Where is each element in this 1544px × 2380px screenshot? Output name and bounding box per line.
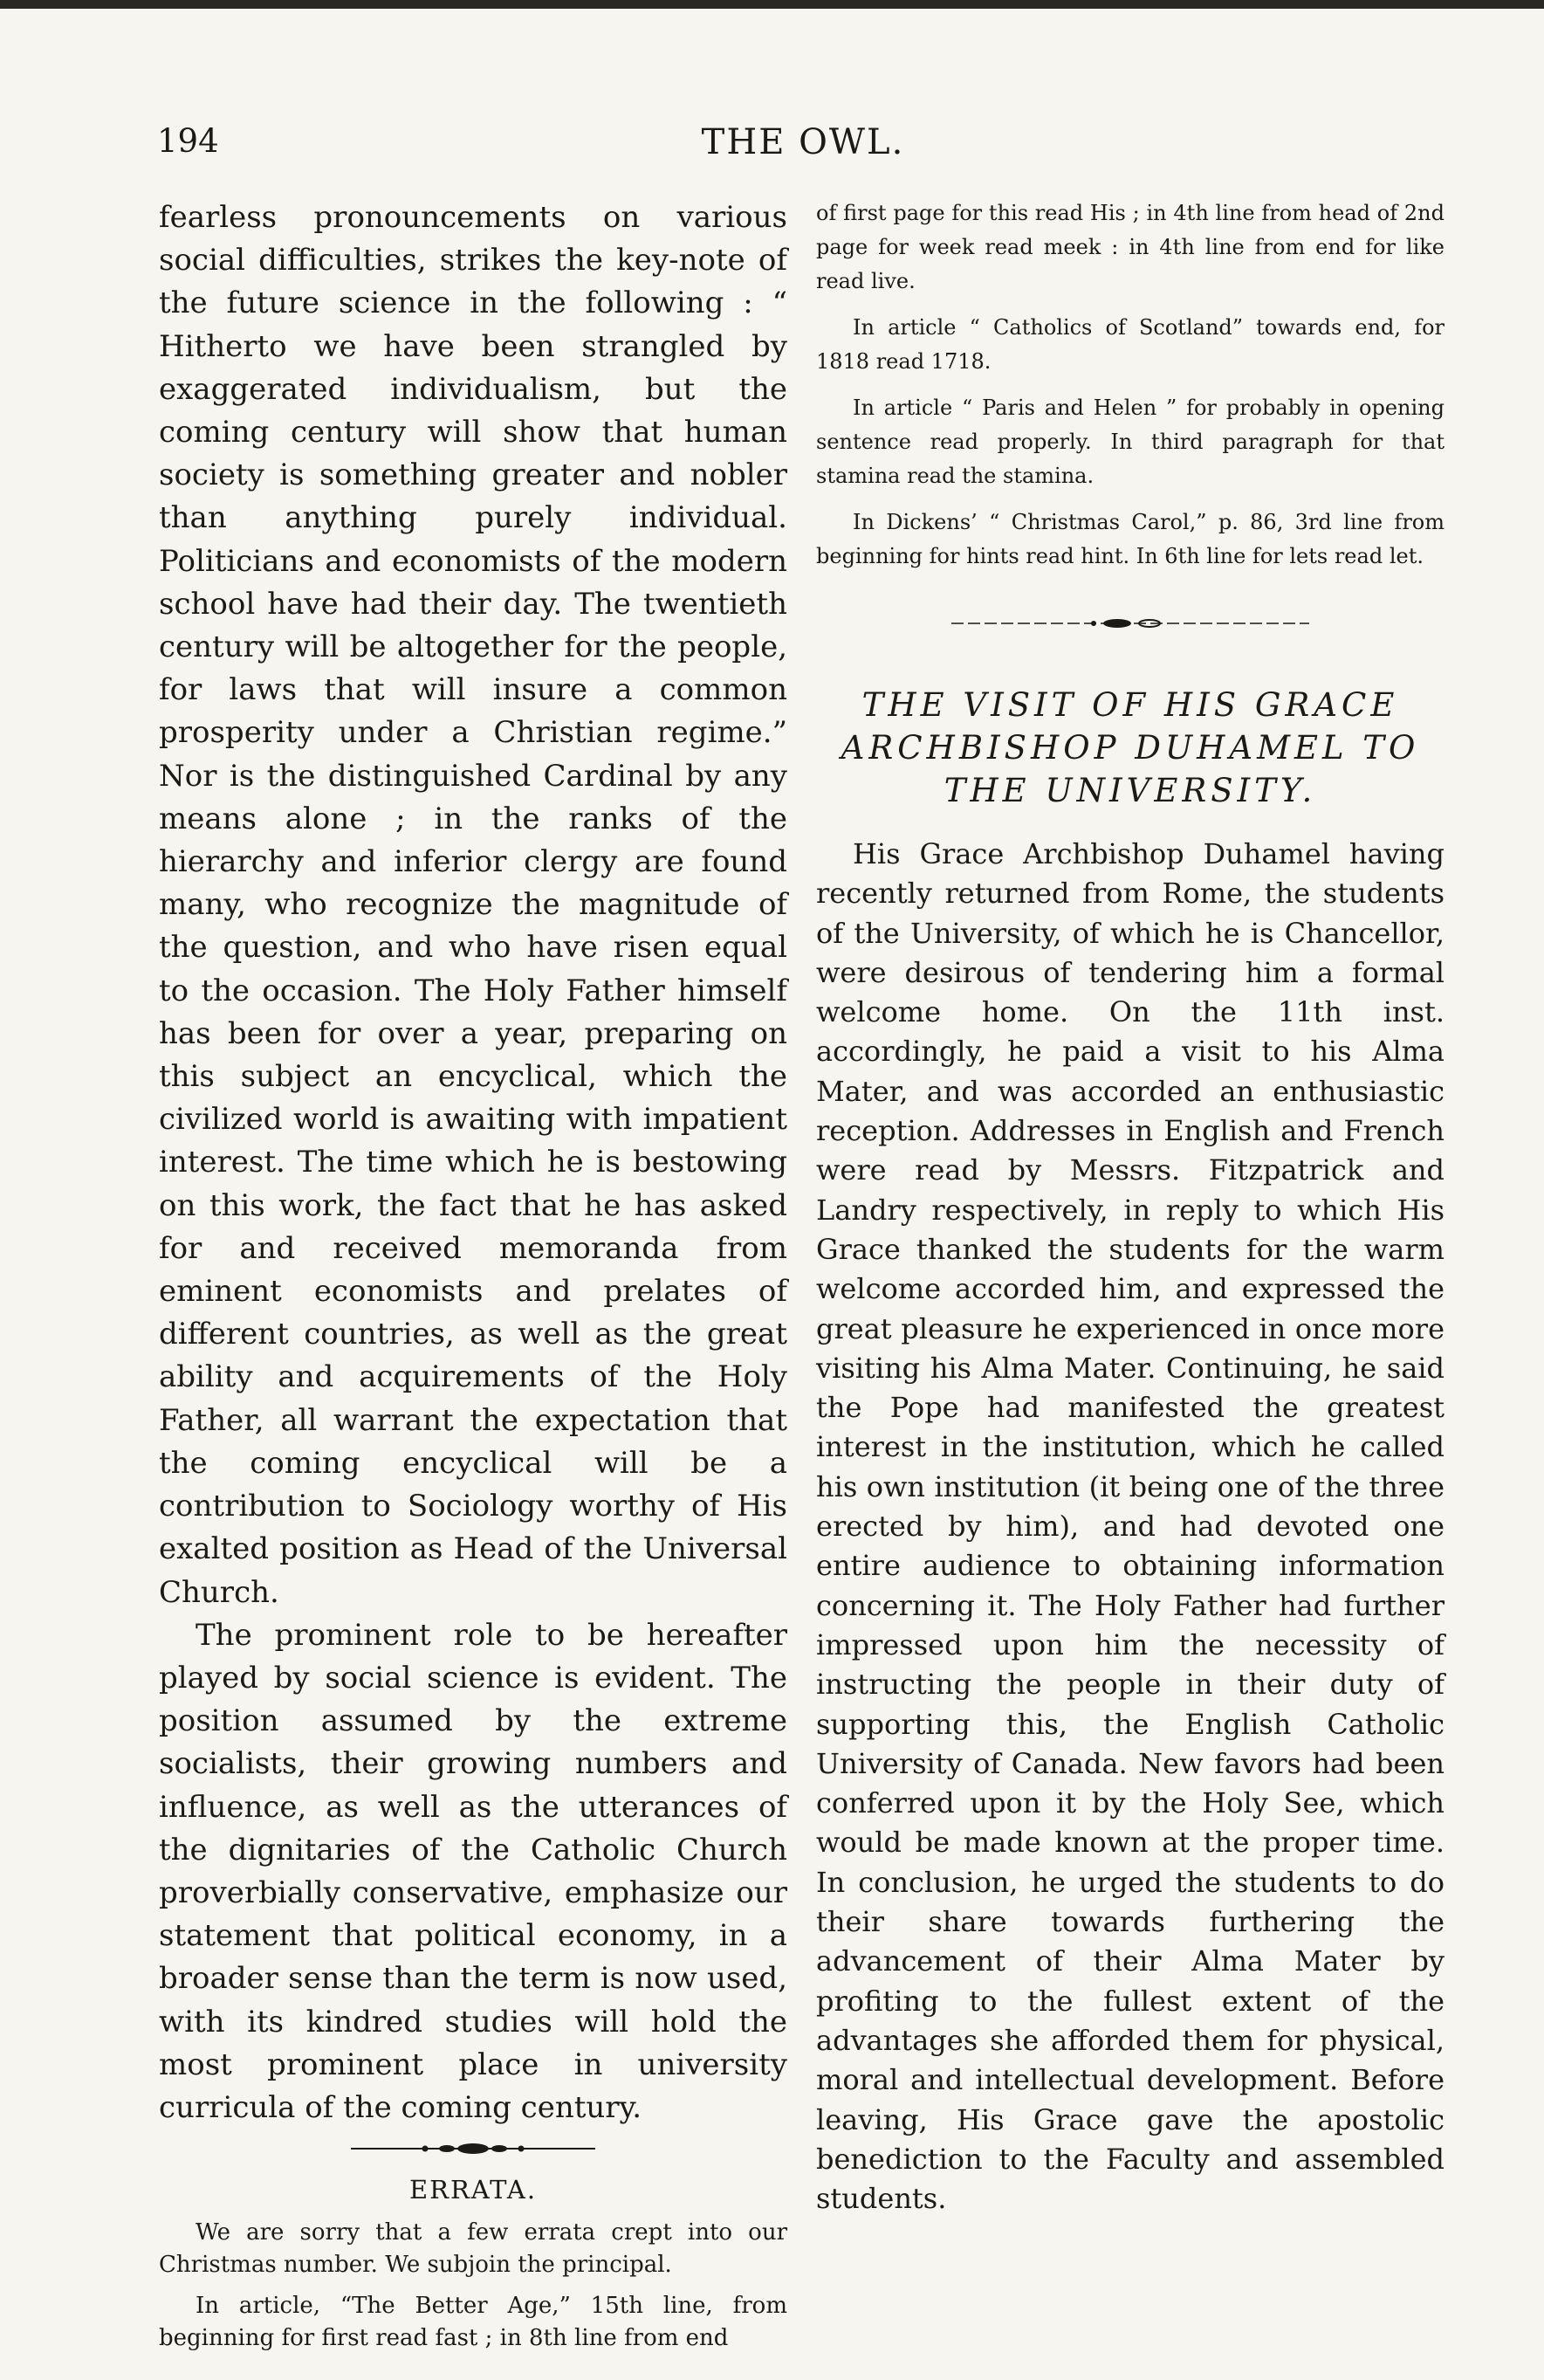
ornament-rule-icon [947, 616, 1314, 631]
journal-title: THE OWL. [701, 122, 905, 162]
article-title-line-3: THE UNIVERSITY. [944, 772, 1317, 809]
errata-scotland: In article “ Catholics of Scotland” towards end, for 1818 read 1718. [816, 315, 1444, 374]
errata-paris: In article “ Paris and Helen ” for probably in opening sentence read properly. In third paragraph for that stamina read the stamina. [816, 396, 1444, 488]
left-column [159, 196, 787, 2363]
errata-heading: ERRATA. [408, 2175, 538, 2205]
right-column [816, 196, 1444, 2218]
article-body [816, 835, 1444, 2218]
article-title-line-2: ARCHBISHOP DUHAMEL TO [841, 729, 1420, 767]
essay-paragraph-1: fearless pronouncements on various social difficulties, strikes the key-note of the future science in the following : “ Hitherto we have been strangled by exaggerated individualism, but the coming century will show that human society is something greater and nobler than anything purely individual. Politicians and economists of the modern school have had their day. The twentieth century will be altogether for the people, for laws that will insure a common prosperity under a Christian regime.” Nor is the distinguished Cardinal by any means alone ; in the ranks of the hierarchy and inferior clergy are found many, who recognize the magnitude of the question, and who have risen equal to the occasion. The Holy Father himself has been for over a year, preparing on this subject an encyclical, which the civilized world is awaiting with impatient interest. The time which he is bestowing on this work, the fact that he has asked for and received memoranda from eminent economists and prelates of different countries, as well as the great ability and acquirements of the Holy Father, all warrant the expectation that the coming encyclical will be a contribution to Sociology worthy of His exalted position as Head of the Universal Church. [159, 200, 787, 1610]
article-title-line-1: THE VISIT OF HIS GRACE [861, 686, 1399, 724]
page-number: 194 [157, 122, 219, 160]
article-title [816, 684, 1444, 812]
errata-continued-notes [816, 196, 1444, 574]
errata-better-age: In article, “The Better Age,” 15th line, from beginning for first read fast ; in 8th line from end [159, 2293, 787, 2352]
ornament-divider-icon [342, 2138, 604, 2159]
errata-continued: of first page for this read His ; in 4th line from head of 2nd page for week read meek : in 4th line from end for like read live. [816, 201, 1444, 293]
errata-intro: We are sorry that a few errata crept into our Christmas number. We subjoin the principal. [159, 2219, 787, 2279]
essay-paragraph-2: The prominent role to be hereafter played by social science is evident. The position assumed by the extreme socialists, their growing numbers and influence, as well as the utterances of the dignitaries of the Catholic Church proverbially conservative, emphasize our statement that political economy, in a broader sense than the term is now used, with its kindred studies will hold the most prominent place in university curricula of the coming century. [159, 1617, 787, 2125]
errata-notes [159, 2217, 787, 2355]
errata-dickens: In Dickens’ “ Christmas Carol,” p. 86, 3rd line from beginning for hints read hint. In 6th line for lets read let. [816, 510, 1444, 568]
essay-text [159, 196, 787, 2129]
article-paragraph: His Grace Archbishop Duhamel having recently returned from Rome, the students of the University, of which he is Chancellor, were desirous of tendering him a formal welcome home. On the 11th inst. accordingly, he paid a visit to his Alma Mater, and was accorded an enthusiastic reception. Addresses in English and French were read by Messrs. Fitzpatrick and Landry respectively, in reply to which His Grace thanked the students for the warm welcome accorded him, and expressed the great pleasure he experienced in once more visiting his Alma Mater. Continuing, he said the Pope had manifested the greatest interest in the institution, which he called his own institution (it being one of the three erected by him), and had devoted one entire audience to obtaining information concerning it. The Holy Father had further impressed upon him the necessity of instructing the people in their duty of supporting this, the English Catholic University of Canada. New favors had been conferred upon it by the Holy See, which would be made known at the proper time. In conclusion, he urged the students to do their share towards furthering the advancement of their Alma Mater by profiting to the fullest extent of the advantages she afforded them for physical, moral and intellectual development. Before leaving, His Grace gave the apostolic benediction to the Faculty and assembled students. [816, 837, 1444, 2216]
page-top-edge [0, 0, 1544, 9]
page-header [157, 122, 1449, 175]
